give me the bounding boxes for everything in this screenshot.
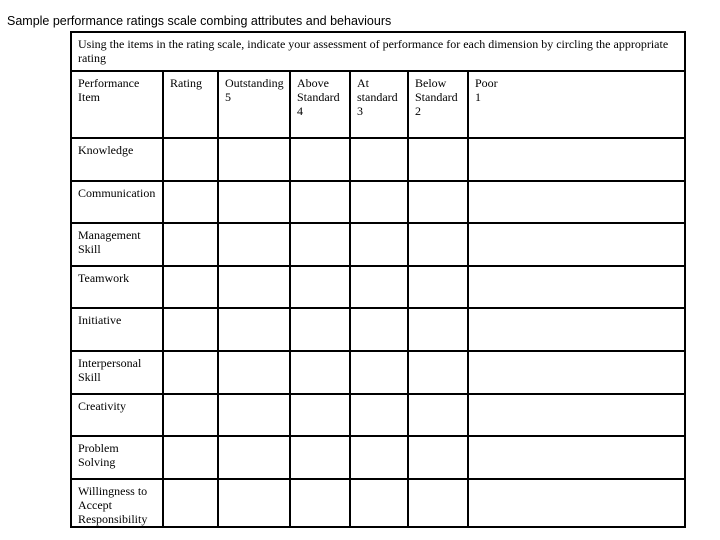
rating-cell[interactable] — [350, 436, 408, 479]
header-performance-item — [71, 71, 163, 138]
header-line: Above — [297, 76, 329, 90]
table-row — [71, 308, 685, 351]
rating-cell[interactable] — [218, 181, 290, 224]
rating-cell[interactable] — [163, 266, 218, 309]
rating-cell[interactable] — [163, 223, 218, 266]
rating-cell[interactable] — [468, 223, 685, 266]
table-row — [71, 138, 685, 181]
item-line: Communication — [78, 185, 156, 200]
table-row — [71, 181, 685, 224]
rating-cell[interactable] — [468, 308, 685, 351]
header-line: 5 — [225, 90, 231, 104]
item-label — [71, 436, 163, 479]
rating-cell[interactable] — [163, 138, 218, 181]
rating-cell[interactable] — [350, 394, 408, 437]
header-line: Standard — [297, 90, 340, 104]
rating-cell[interactable] — [350, 308, 408, 351]
rating-cell[interactable] — [350, 266, 408, 309]
header-above-standard — [290, 71, 350, 138]
rating-cell[interactable] — [290, 181, 350, 224]
header-line: Outstanding — [225, 76, 284, 90]
header-row — [71, 71, 685, 138]
header-at-standard — [350, 71, 408, 138]
rating-cell[interactable] — [290, 479, 350, 527]
rating-cell[interactable] — [218, 223, 290, 266]
rating-cell[interactable] — [290, 266, 350, 309]
rating-cell[interactable] — [350, 479, 408, 527]
header-line: Performance — [78, 76, 140, 90]
item-line: Problem — [78, 441, 119, 456]
item-line: Skill — [78, 369, 101, 384]
rating-cell[interactable] — [163, 394, 218, 437]
header-outstanding — [218, 71, 290, 138]
item-label — [71, 308, 163, 351]
rating-cell[interactable] — [290, 223, 350, 266]
item-label — [71, 223, 163, 266]
item-line: Creativity — [78, 398, 126, 413]
rating-cell[interactable] — [350, 181, 408, 224]
performance-rating-table — [70, 31, 686, 528]
item-line: Initiative — [78, 313, 122, 328]
item-line: Interpersonal — [78, 355, 142, 370]
item-line: Responsibility — [78, 511, 148, 526]
rating-cell[interactable] — [408, 351, 468, 394]
instruction-text: Using the items in the rating scale, indicate your assessment of performance for each dimension by circling the appropriate rating — [71, 32, 685, 71]
item-line: Skill — [78, 242, 101, 257]
header-line: 2 — [415, 104, 421, 118]
header-line: Item — [78, 90, 100, 104]
header-line: Below — [415, 76, 447, 90]
page-title: Sample performance ratings scale combing attributes and behaviours — [7, 14, 392, 28]
rating-cell[interactable] — [350, 138, 408, 181]
rating-cell[interactable] — [408, 308, 468, 351]
header-line: standard — [357, 90, 398, 104]
item-line: Management — [78, 228, 141, 243]
rating-cell[interactable] — [218, 436, 290, 479]
rating-cell[interactable] — [290, 138, 350, 181]
rating-cell[interactable] — [468, 266, 685, 309]
rating-cell[interactable] — [290, 394, 350, 437]
rating-cell[interactable] — [163, 181, 218, 224]
header-line: Standard — [415, 90, 458, 104]
rating-cell[interactable] — [468, 479, 685, 527]
item-label — [71, 138, 163, 181]
header-line: Poor — [475, 76, 498, 90]
table-row — [71, 436, 685, 479]
table-row — [71, 351, 685, 394]
rating-cell[interactable] — [290, 351, 350, 394]
header-line: 3 — [357, 104, 363, 118]
table-row — [71, 394, 685, 437]
item-label — [71, 181, 163, 224]
table-row — [71, 223, 685, 266]
rating-cell[interactable] — [468, 351, 685, 394]
item-line: Solving — [78, 455, 116, 470]
rating-cell[interactable] — [468, 138, 685, 181]
item-label — [71, 266, 163, 309]
rating-cell[interactable] — [408, 394, 468, 437]
header-line: 4 — [297, 104, 303, 118]
header-rating — [163, 71, 218, 138]
rating-cell[interactable] — [218, 138, 290, 181]
rating-cell[interactable] — [468, 436, 685, 479]
item-line: Willingness to — [78, 483, 148, 498]
rating-cell[interactable] — [163, 351, 218, 394]
table-row — [71, 479, 685, 527]
rating-cell[interactable] — [468, 181, 685, 224]
item-line: Accept — [78, 497, 112, 512]
item-label — [71, 479, 163, 527]
rating-cell[interactable] — [218, 351, 290, 394]
rating-cell[interactable] — [290, 308, 350, 351]
rating-cell[interactable] — [408, 181, 468, 224]
header-line: Rating — [170, 76, 202, 90]
rating-cell[interactable] — [408, 223, 468, 266]
rating-cell[interactable] — [218, 308, 290, 351]
header-poor — [468, 71, 685, 138]
instruction-row — [71, 32, 685, 71]
rating-cell[interactable] — [350, 351, 408, 394]
item-line: Teamwork — [78, 270, 130, 285]
rating-cell[interactable] — [290, 436, 350, 479]
table-row — [71, 266, 685, 309]
rating-cell[interactable] — [408, 436, 468, 479]
item-label — [71, 394, 163, 437]
rating-cell[interactable] — [163, 308, 218, 351]
rating-cell[interactable] — [218, 266, 290, 309]
rating-cell[interactable] — [163, 436, 218, 479]
header-below-standard — [408, 71, 468, 138]
rating-cell[interactable] — [408, 479, 468, 527]
rating-cell[interactable] — [408, 266, 468, 309]
rating-cell[interactable] — [408, 138, 468, 181]
rating-cell[interactable] — [163, 479, 218, 527]
item-label — [71, 351, 163, 394]
rating-cell[interactable] — [218, 394, 290, 437]
header-line: 1 — [475, 90, 481, 104]
header-line: At — [357, 76, 369, 90]
rating-cell[interactable] — [218, 479, 290, 527]
item-line: Knowledge — [78, 143, 134, 157]
rating-cell[interactable] — [468, 394, 685, 437]
rating-cell[interactable] — [350, 223, 408, 266]
